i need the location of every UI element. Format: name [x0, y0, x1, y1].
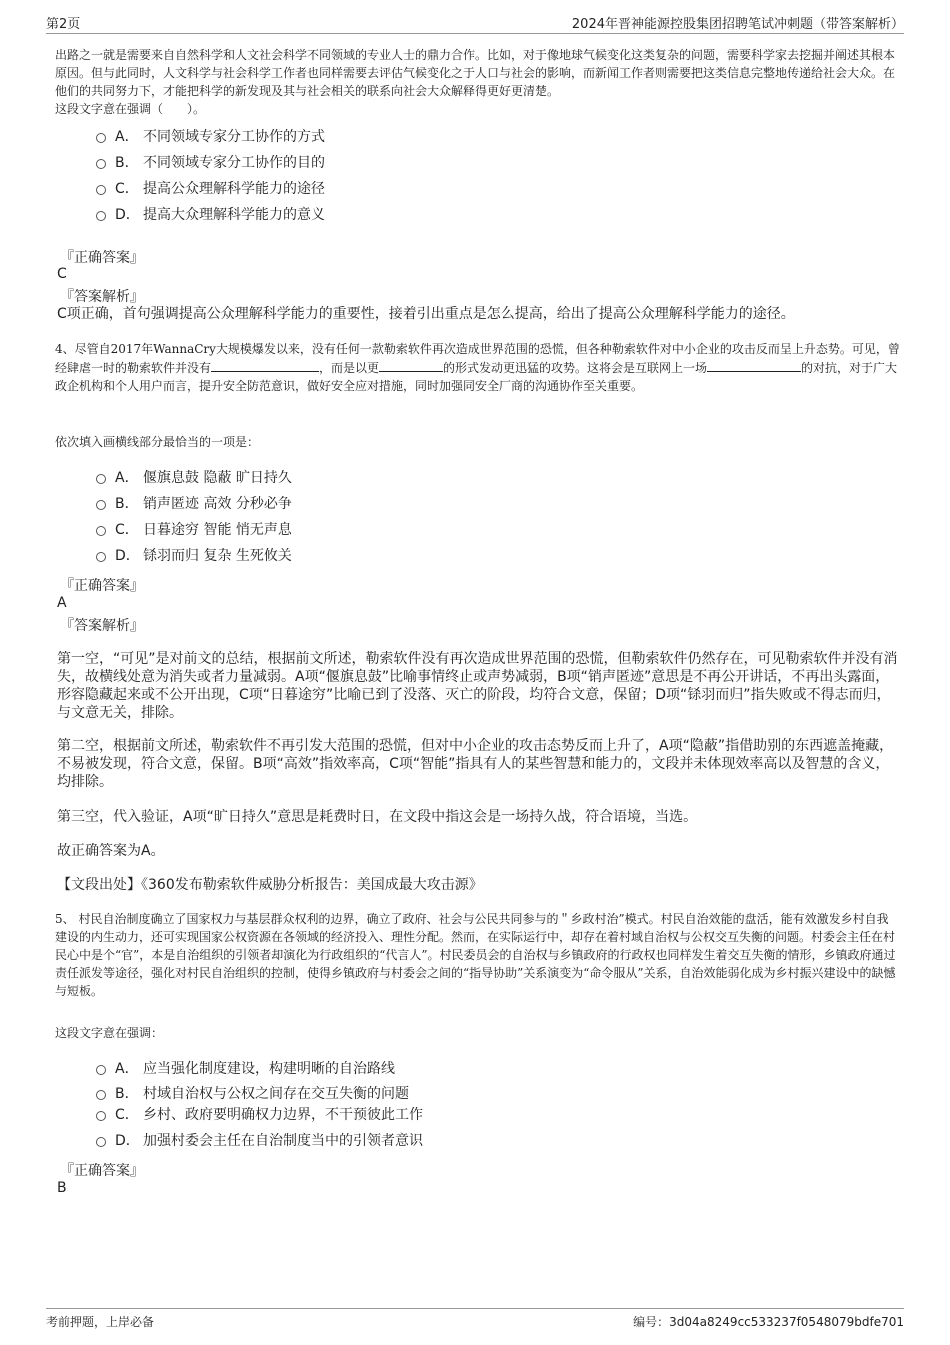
- q4-source: 【文段出处】《360发布勒索软件威胁分析报告：美国成最大攻击源》: [57, 877, 483, 893]
- q3-analysis-label: 『答案解析』: [60, 289, 144, 305]
- q4-analysis-label: 『答案解析』: [60, 618, 144, 634]
- q3-option-d[interactable]: D． 提高大众理解科学能力的意义: [96, 205, 325, 225]
- q3-answer: C: [57, 266, 67, 282]
- q5-answer-label: 『正确答案』: [60, 1163, 144, 1179]
- q4-analysis-4: 故正确答案为A。: [57, 843, 165, 859]
- radio-icon[interactable]: [96, 211, 106, 221]
- radio-icon[interactable]: [96, 185, 106, 195]
- radio-icon[interactable]: [96, 552, 106, 562]
- document-id: 编号：3d04a8249cc533237f0548079bdfe701: [633, 1315, 904, 1329]
- q4-prompt: 依次填入画横线部分最恰当的一项是：: [55, 435, 260, 449]
- q4-option-c[interactable]: C． 日暮途穷 智能 悄无声息: [96, 520, 292, 540]
- q5-option-a[interactable]: A． 应当强化制度建设，构建明晰的自治路线: [96, 1059, 395, 1079]
- q4-option-a[interactable]: A． 偃旗息鼓 隐蔽 旷日持久: [96, 468, 292, 488]
- q5-option-c[interactable]: C． 乡村、政府要明确权力边界，不干预彼此工作: [96, 1105, 423, 1125]
- radio-icon[interactable]: [96, 1137, 106, 1147]
- q3-option-a[interactable]: A． 不同领域专家分工协作的方式: [96, 127, 325, 147]
- blank-3: [707, 358, 801, 372]
- footer-divider: [46, 1308, 904, 1309]
- q4-stem: 4、尽管自2017年WannaCry大规模爆发以来，没有任何一款勒索软件再次造成世界范围的恐慌，但各种勒索软件对中小企业的攻击反而呈上升态势。可见，曾经肆虐一时的勒索软件并没有 ，而是以更 的形式发动更迅猛的攻势。这将会是互联网上一场 的对抗，对于广大政企机构和个人用户而言，提升安全防范意识，做好安全应对措施，同时加强同安全厂商的沟通协作至关重要。: [55, 342, 900, 393]
- q4-answer: A: [57, 595, 67, 611]
- blank-2: [379, 358, 443, 372]
- document-title: 2024年晋神能源控股集团招聘笔试冲刺题（带答案解析）: [571, 17, 904, 32]
- q3-analysis: C项正确，首句强调提高公众理解科学能力的重要性，接着引出重点是怎么提高，给出了提高公众理解科学能力的途径。: [57, 306, 795, 322]
- footer-slogan: 考前押题，上岸必备: [46, 1315, 155, 1329]
- q3-option-b[interactable]: B． 不同领域专家分工协作的目的: [96, 153, 325, 173]
- radio-icon[interactable]: [96, 1090, 106, 1100]
- q5-stem: 5、 村民自治制度确立了国家权力与基层群众权利的边界，确立了政府、社会与公民共同参与的＂乡政村治”模式。村民自治效能的盘活，能有效激发乡村自我建设的内生动力，还可实现国家公权资源在各领域的经济投入、理性分配。然而，在实际运行中，却存在着村域自治权与公权交互失衡的问题。村委会主任在村民心中是个“官”，本是自治组织的引领者却演化为行政组织的“代言人”。村民委员会的自治权与乡镇政府的行政权也同样发生着交互失衡的情形，乡镇政府通过责任派发等途径，强化对村民自治组织的控制，使得乡镇政府与村委会之间的“指导协助”关系演变为“命令服从”关系，自治效能弱化成为乡村振兴建设中的缺憾与短板。: [55, 912, 896, 998]
- q4-analysis-3: 第三空，代入验证，A项“旷日持久”意思是耗费时日，在文段中指这会是一场持久战，符合语境，当选。: [57, 809, 698, 825]
- q5-option-d[interactable]: D． 加强村委会主任在自治制度当中的引领者意识: [96, 1131, 423, 1151]
- radio-icon[interactable]: [96, 526, 106, 536]
- q5-answer: B: [57, 1180, 67, 1196]
- q5-prompt: 这段文字意在强调：: [55, 1026, 164, 1040]
- blank-1: [211, 358, 319, 372]
- radio-icon[interactable]: [96, 1065, 106, 1075]
- q4-analysis-2: 第二空，根据前文所述，勒索软件不再引发大范围的恐慌，但对中小企业的攻击态势反而上升了，A项“隐蔽”指借助别的东西遮盖掩藏，不易被发现，符合文意，保留。B项“高效”指效率高，C项“智能”指具有人的某些智慧和能力的，文段并未体现效率高以及智慧的含义，均排除。: [57, 738, 894, 790]
- q3-prompt: 这段文字意在强调（ ）。: [55, 102, 206, 116]
- q3-passage: 出路之一就是需要来自自然科学和人文社会科学不同领域的专业人士的鼎力合作。比如，对于像地球气候变化这类复杂的问题，需要科学家去挖掘并阐述其根本原因。但与此同时，人文科学与社会科学工作者也同样需要去评估气候变化之于人口与社会的影响，而新闻工作者则需要把这类信息完整地传递给社会大众。在他们的共同努力下，才能把科学的新发现及其与社会相关的联系向社会大众解释得更好更清楚。 这段文字意在强调（ ）。: [55, 48, 896, 116]
- radio-icon[interactable]: [96, 159, 106, 169]
- radio-icon[interactable]: [96, 133, 106, 143]
- page-number: 第2页: [46, 17, 81, 32]
- radio-icon[interactable]: [96, 474, 106, 484]
- q4-option-b[interactable]: B． 销声匿迹 高效 分秒必争: [96, 494, 292, 514]
- radio-icon[interactable]: [96, 1111, 106, 1121]
- q4-option-d[interactable]: D． 铩羽而归 复杂 生死攸关: [96, 546, 292, 566]
- q4-analysis-1: 第一空，“可见”是对前文的总结，根据前文所述，勒索软件没有再次造成世界范围的恐慌，但勒索软件仍然存在，可见勒索软件并没有消失，故横线处意为消失或者力量减弱。A项“偃旗息鼓”比喻事情终止或声势减弱，B项“销声匿迹”意思是不再公开讲话，不再出头露面，形容隐藏起来或不公开出现，C项“日暮途穷”比喻已到了没落、灭亡的阶段，均符合文意，保留；D项“铩羽而归”指失败或不得志而归，与文意无关，排除。: [57, 651, 898, 721]
- header-divider: [46, 33, 904, 34]
- q4-answer-label: 『正确答案』: [60, 578, 144, 594]
- radio-icon[interactable]: [96, 500, 106, 510]
- q3-answer-label: 『正确答案』: [60, 250, 144, 266]
- q3-option-c[interactable]: C． 提高公众理解科学能力的途径: [96, 179, 325, 199]
- q5-option-b[interactable]: B． 村域自治权与公权之间存在交互失衡的问题: [96, 1084, 409, 1104]
